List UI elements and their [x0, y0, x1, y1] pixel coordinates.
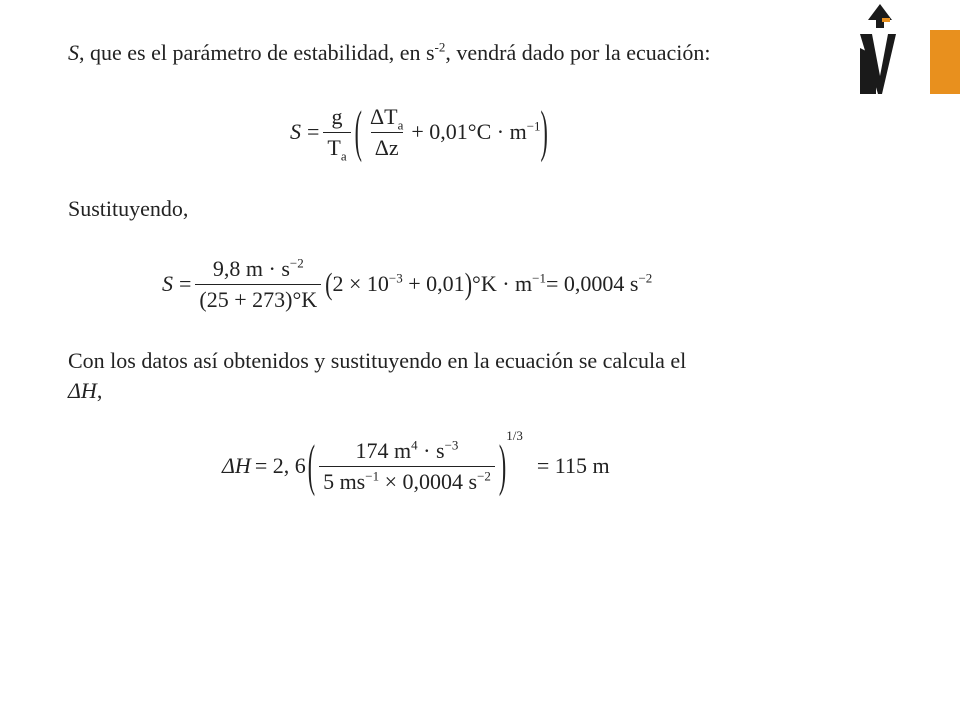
eq1-fraction-delta [366, 104, 407, 161]
eq3-frac-den: 5 $ms^{-1} \times 0,0004$ $s^{-2}$ [319, 466, 495, 495]
eq3-left-paren: ( [307, 432, 316, 498]
eq2-inner: $2 \times 10^{-3} + 0,01$ [332, 270, 465, 296]
eq2-result: = 0,0004 $s^{-2}$ [545, 270, 653, 296]
eq1-lhs: S [290, 119, 301, 144]
eq1-frac1-den: $T_a$ [323, 132, 350, 161]
eq2-frac-num: 9,8 $m \cdot s^{-2}$ [212, 255, 304, 281]
eq3-lhs: ΔH [222, 453, 251, 478]
equation-delta-h [222, 426, 610, 506]
intro-text-after: , vendrá dado por la ecuación: [445, 40, 711, 65]
eq1-rest: + $0,01^\circ C \cdot m^{-1}$ [411, 118, 541, 144]
accent-bar [930, 30, 960, 94]
eq1-frac2-num: $\Delta T_a$ [369, 103, 404, 132]
intro-text-before: , que es el parámetro de estabilidad, en s [79, 40, 435, 65]
eq2-equals: = [179, 271, 192, 296]
eq2-left-paren: ( [325, 265, 333, 301]
eq2-lhs: S [162, 271, 173, 296]
publisher-logo-icon [858, 4, 898, 96]
eq1-left-paren: ( [354, 98, 362, 164]
sustituyendo-text: Sustituyendo, [68, 196, 189, 221]
eq1-equals: = [307, 119, 320, 144]
equation-substitution [162, 252, 652, 316]
eq3-right-paren: ) [498, 432, 507, 498]
eq2-right-paren: ) [464, 265, 473, 301]
eq3-power: 1/3 [506, 428, 523, 443]
calc-symbol: ΔH [68, 378, 97, 403]
eq2-fraction [195, 256, 321, 313]
calc-paragraph: Con los datos así obtenidos y sustituyendo en la ecuación se calcula el ΔH, [68, 348, 687, 403]
eq1-fraction-g-ta [323, 104, 350, 161]
eq1-frac2-den: Δz [371, 132, 403, 161]
eq3-result: = 115 m [536, 453, 610, 478]
eq3-fraction [319, 438, 495, 495]
eq2-frac-den: (25 + 273)°K [195, 284, 321, 313]
eq2-after: $^\circ K \cdot m^{-1}$ [472, 270, 546, 296]
intro-symbol: S [68, 40, 79, 65]
eq3-coef: = 2, 6 [254, 453, 306, 478]
eq1-frac1-num: g [331, 103, 343, 129]
calc-line1: Con los datos así obtenidos y sustituyendo en la ecuación se calcula el [68, 348, 687, 373]
intro-unit-exp: -2 [434, 39, 446, 55]
eq3-frac-num: 174 $m^4 \cdot s^{-3}$ [355, 437, 459, 463]
intro-paragraph [68, 38, 711, 68]
eq1-right-paren: ) [540, 98, 548, 164]
equation-stability [290, 96, 548, 168]
